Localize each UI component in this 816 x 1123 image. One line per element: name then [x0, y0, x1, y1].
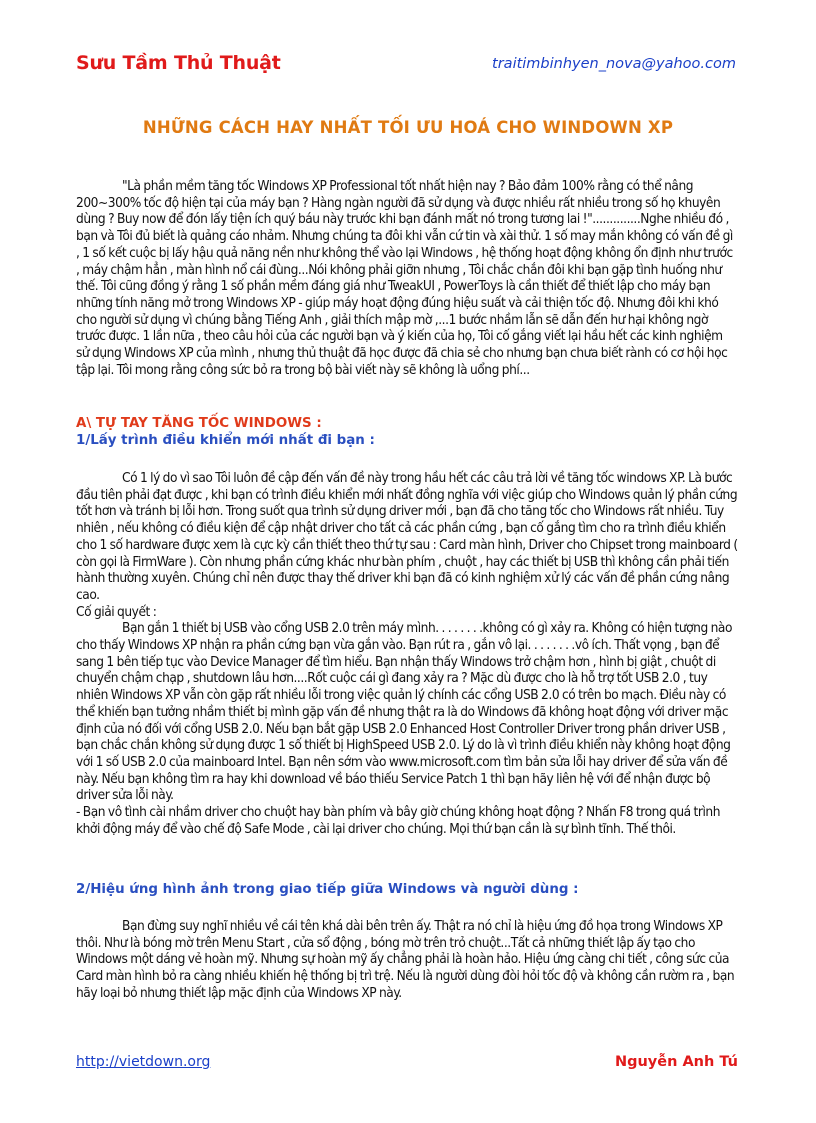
section-2-body: [76, 918, 738, 1002]
section-1-body: [76, 470, 738, 837]
header-email: traitimbinhyen_nova@yahoo.com: [492, 56, 736, 72]
section-heading-a: A\ TỰ TAY TĂNG TỐC WINDOWS :: [76, 416, 322, 431]
intro-paragraph: "Là phần mềm tăng tốc Windows XP Professional tốt nhất hiện nay ? Bảo đảm 100% rằng có thể nâng 200~300% tốc độ hiện tại của máy bạn ? Hàng ngàn người đã sử dụng và được nhiều rất nhiều trong số họ khuyên dùng ? Buy now để đón lấy tiện ích quý báu này trước khi bạn đánh mất nó trong tương lai !"..............Nghe nhiều đó , bạn và Tôi đủ biết là quảng cáo nhảm. Nhưng chúng ta đôi khi vẫn cứ tin và xài thử. 1 số may mắn không có vấn đề gì , 1 số kết cuộc bị lấy hậu quả năng nền như không thể vào lại Windows , hệ thống hoạt động không ổn định như trước , máy chậm hẳn , màn hình nổ cái đùng...Nói không phải giỡn nhưng , Tôi chắc chắn đôi khi bạn gặp tình huống như thế. Tôi cũng đồng ý rằng 1 số phần mềm đáng giá như TweakUI , PowerToys là cần thiết để thiết lập cho máy bạn những tính năng mở trong Windows XP - giúp máy hoạt động đúng hiệu suất và cải thiện tốc độ. Nhưng đôi khi khó cho người sử dụng vì chúng bằng Tiếng Anh , giải thích mập mờ ,...1 bước nhầm lẫn sẽ dẫn đến hư hại không ngờ trước được. 1 lần nữa , theo câu hỏi của các người bạn và ý kiến của họ, Tôi cố gắng viết lại hầu hết các kinh nghiệm sử dụng Windows XP của mình , nhưng thủ thuật đã học được đã chia sẻ cho nhưng bạn chưa biết rành có cơ hội học tập lại. Tôi mong rằng công sức bỏ ra trong bộ bài viết này sẽ không là uổng phí...: [76, 178, 733, 378]
document-title: NHỮNG CÁCH HAY NHẤT TỐI ƯU HOÁ CHO WINDOWN XP: [142, 118, 674, 137]
subheading-1: 1/Lấy trình điều khiển mới nhất đi bạn :: [76, 433, 375, 448]
header-site-title: Sưu Tầm Thủ Thuật: [76, 52, 281, 74]
solution-paragraph: Bạn gắn 1 thiết bị USB vào cổng USB 2.0 trên máy mình. . . . . . . .không có gì xảy ra. Không có hiện tượng nào cho thấy Windows XP nhận ra phần cứng bạn vừa gắn vào. Bạn rút ra , gắn vô lại. . . . . . . .vô ích. Thất vọng , bạn để sang 1 bên tiếp tục vào Device Manager để tìm hiểu. Bạn nhận thấy Windows trở chậm hơn , hình bị giật , chuột di chuyển chậm chạp , shutdown lâu hơn....Rốt cuộc cái gì đang xảy ra ? Mặc dù được cho là hỗ trợ tốt USB 2.0 , tuy nhiên Windows XP vẫn còn gặp rất nhiều lỗi trong việc quản lý chính các cổng USB 2.0 có trên bo mạch. Điều này có thể khiến bạn tưởng nhầm thiết bị mình gặp vấn đề nhưng thật ra là do Windows đã không hoạt động với driver mặc định của nó đối với cổng USB 2.0. Nếu bạn bắt gặp USB 2.0 Enhanced Host Controller Driver trong phần driver USB , bạn chắc chắn không sử dụng được 1 số thiết bị HighSpeed USB 2.0. Lý do là vì trình điều khiển này không hoạt động với 1 số USB 2.0 của mainboard Intel. Bạn nên sớm vào www.microsoft.com tìm bản sửa lỗi hay driver để sửa vấn đề này. Nếu bạn không tìm ra hay khi download về báo thiếu Service Patch 1 thì bạn hãy liên hệ với để nhận được bộ driver sửa lỗi này.: [76, 620, 732, 804]
tip-paragraph: - Bạn vô tình cài nhầm driver cho chuột hay bàn phím và bây giờ chúng không hoạt động ? Nhấn F8 trong quá trình khởi động máy để vào chế độ Safe Mode , cài lại driver cho chúng. Mọi thứ bạn cần là sự bình tĩnh. Thế thôi.: [76, 804, 721, 837]
intro-paragraph-block: [76, 178, 738, 378]
footer-link[interactable]: http://vietdown.org: [76, 1054, 211, 1070]
section-1-paragraph: Có 1 lý do vì sao Tôi luôn đề cập đến vấn đề này trong hầu hết các câu trả lời về tăng tốc windows XP. Là bước đầu tiên phải đạt được , khi bạn có trình điều khiển mới nhất đồng nghĩa với việc giúp cho Windows quản lý phần cứng tốt hơn và tránh bị lỗi hơn. Trong suốt qua trình sử dụng driver mới , bạn đã cho tăng tốc cho Windows rất nhiều. Tuy nhiên , nếu không có điều kiện để cập nhật driver cho tất cả các phần cứng , bạn cố gắng tìm cho ra trình điều khiển cho 1 số hardware được xem là cực kỳ cần thiết theo thứ tự sau : Card màn hình, Driver cho Chipset trong mainboard ( còn gọi là FirmWare ). Còn nhưng phần cứng khác như bàn phím , chuột , hay các thiết bị USB thì không cần phải tiến hành thường xuyên. Chúng chỉ nên được thay thế driver khi bạn đã có kinh nghiệm xử lý các vấn đề phần cứng nâng cao.: [76, 470, 738, 603]
footer-author: Nguyễn Anh Tú: [614, 1054, 738, 1070]
subheading-2: 2/Hiệu ứng hình ảnh trong giao tiếp giữa Windows và người dùng :: [76, 882, 579, 897]
section-2-paragraph: Bạn đừng suy nghĩ nhiều về cái tên khá dài bên trên ấy. Thật ra nó chỉ là hiệu ứng đồ họa trong Windows XP thôi. Như là bóng mờ trên Menu Start , cửa sổ động , bóng mờ trên trỏ chuột...Tất cả những thiết lập ấy tạo cho Windows một dáng vẻ hoàn mỹ. Nhưng sự hoàn mỹ ấy chẳng phải là hoàn hảo. Hiệu ứng càng chi tiết , công sức của Card màn hình bỏ ra càng nhiều khiến hệ thống bị trì trệ. Nếu là người dùng đòi hỏi tốc độ và không cần rườm ra , bạn hãy loại bỏ nhưng thiết lập mặc định của Windows XP này.: [76, 918, 735, 1001]
solution-label: Cố giải quyết :: [76, 603, 157, 620]
